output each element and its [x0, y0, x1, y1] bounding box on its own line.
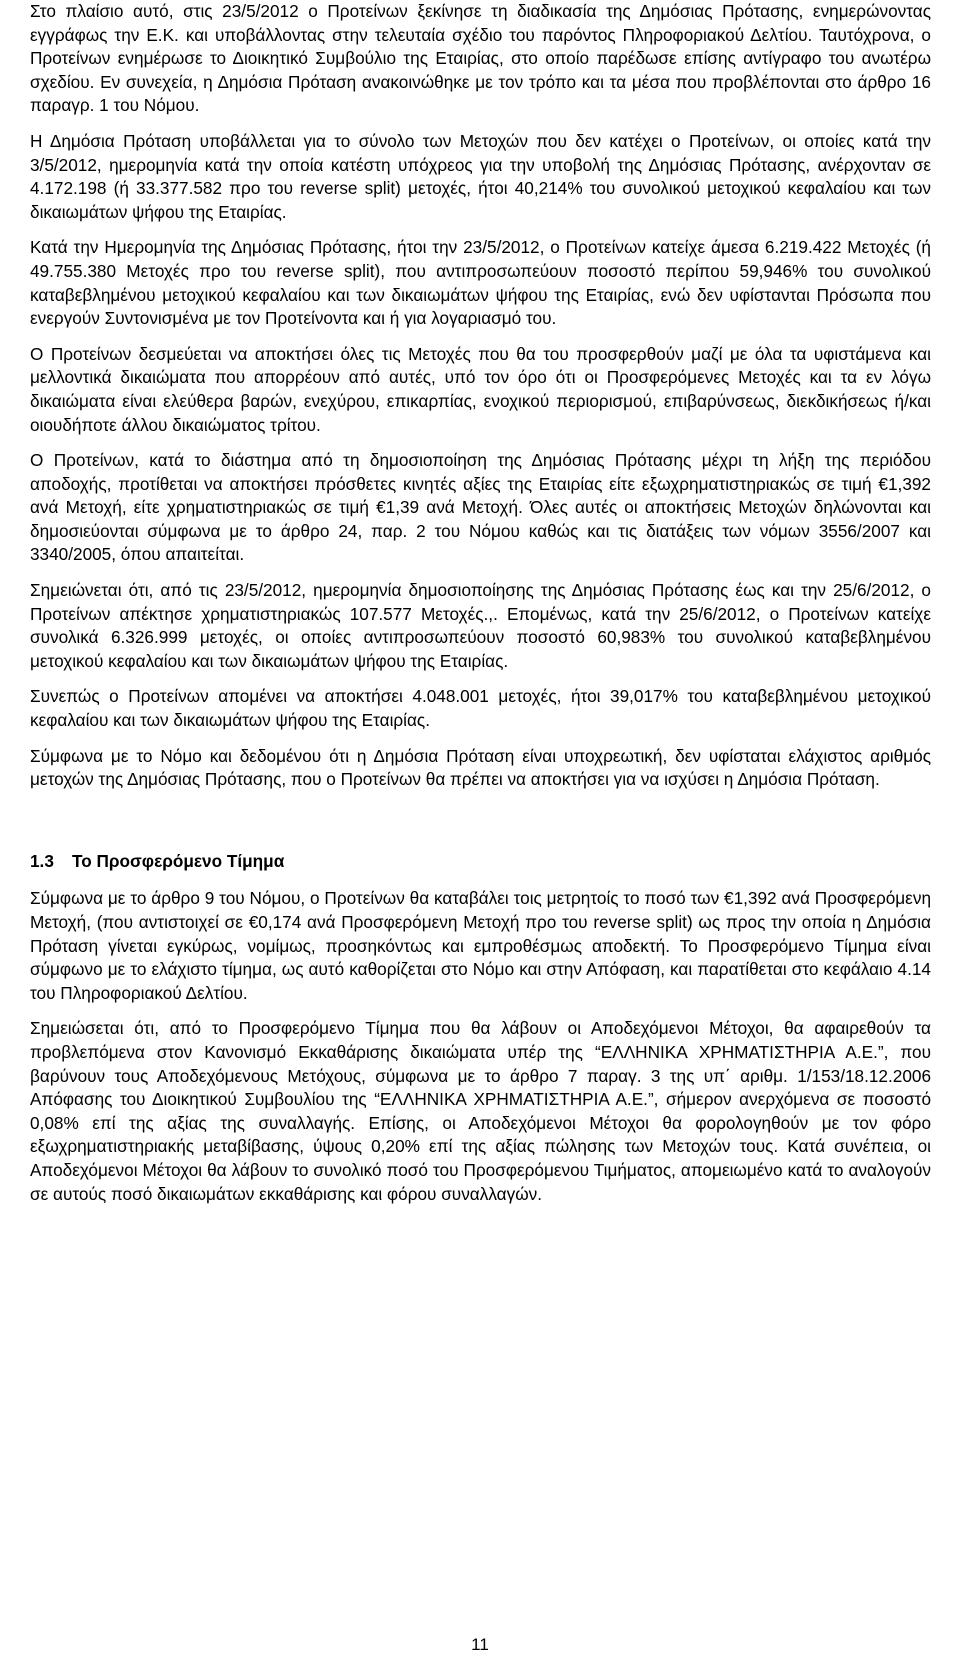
document-body [30, 0, 931, 1218]
paragraph-minimum-shares: Σύμφωνα με το Νόμο και δεδομένου ότι η Δημόσια Πρόταση είναι υποχρεωτική, δεν υφίσταται ελάχιστος αριθμός μετοχών της Δημόσιας Πρότασης, που ο Προτείνων θα πρέπει να αποκτήσει για να ισχύσει η Δημόσια Πρόταση. [30, 745, 931, 790]
section-title: Το Προσφερόμενο Τίμημα [72, 850, 285, 871]
paragraph-additional-acquisitions: Ο Προτείνων, κατά το διάστημα από τη δημοσιοποίηση της Δημόσιας Πρότασης μέχρι τη λήξη της περιόδου αποδοχής, προτίθεται να αποκτήσει πρόσθετες κινητές αξίες της Εταιρίας είτε εξωχρηματιστηριακώς σε τιμή €1,392 ανά Μετοχή, είτε χρηματιστηριακώς σε τιμή €1,39 ανά Μετοχή. Όλες αυτές οι αποκτήσεις Μετοχών δηλώνονται και δημοσιεύονται σύμφωνα με το άρθρο 24, παρ. 2 του Νόμου καθώς και τις διατάξεις των νόμων 3556/2007 και 3340/2005, όπου απαιτείται. [30, 450, 931, 565]
paragraph-public-offer-start: Στο πλαίσιο αυτό, στις 23/5/2012 ο Προτείνων ξεκίνησε τη διαδικασία της Δημόσιας Πρότασης, ενημερώνοντας εγγράφως την Ε.Κ. και υποβάλλοντας στην τελευταία σχέδιο του παρόντος Πληροφοριακού Δελτίου. Ταυτόχρονα, ο Προτείνων ενημέρωσε το Διοικητικό Συμβούλιο της Εταιρίας, στο οποίο παρέδωσε επίσης αντίγραφο του ανωτέρω σχεδίου. Εν συνεχεία, η Δημόσια Πρόταση ανακοινώθηκε με τον τρόπο και τα μέσα που προβλέπονται στο άρθρο 16 παραγρ. 1 του Νόμου. [30, 1, 931, 116]
paragraph-offered-price: Σύμφωνα με το άρθρο 9 του Νόμου, ο Προτείνων θα καταβάλει τοις μετρητοίς το ποσό των €1,392 ανά Προσφερόμενη Μετοχή, (που αντιστοιχεί σε €0,174 ανά Προσφερόμενη Μετοχή προ του reverse split) ως προς την οποία η Δημόσια Πρόταση γίνεται εγκύρως, νομίμως, προσηκόντως και εμπροθέσμως αποδεκτή. Το Προσφερόμενο Τίμημα είναι σύμφωνο με το ελάχιστο τίμημα, ως αυτό καθορίζεται στο Νόμο και στην Απόφαση, και παρατίθεται στο κεφάλαιο 4.14 του Πληροφοριακού Δελτίου. [30, 888, 931, 1003]
page-number: 11 [471, 1635, 489, 1654]
paragraph-deductions: Σημειώσεται ότι, από το Προσφερόμενο Τίμημα που θα λάβουν οι Αποδεχόμενοι Μέτοχοι, θα αφαιρεθούν τα προβλεπόμενα στον Κανονισμό Εκκαθάρισης δικαιώματα υπέρ της “ΕΛΛΗΝΙΚΑ ΧΡΗΜΑΤΙΣΤΗΡΙΑ Α.Ε.”, που βαρύνουν τους Αποδεχόμενους Μετόχους, σύμφωνα με το άρθρο 7 παραγ. 3 της υπ΄ αριθμ. 1/153/18.12.2006 Απόφασης του Διοικητικού Συμβουλίου της “ΕΛΛΗΝΙΚΑ ΧΡΗΜΑΤΙΣΤΗΡΙΑ Α.Ε.”, σήμερον ανερχόμενα σε ποσοστό 0,08% επί της αξίας της συναλλαγής. Επίσης, οι Αποδεχόμενοι Μέτοχοι θα φορολογηθούν με τον φόρο εξωχρηματιστηριακής μεταβίβασης, ύψους 0,20% επί της αξίας πώλησης των Μετοχών τους. Κατά συνέπεια, οι Αποδεχόμενοι Μέτοχοι θα λάβουν το συνολικό ποσό του Προσφερόμενου Τιμήματος, απομειωμένο κατά το αναλογούν σε αυτούς ποσό δικαιωμάτων εκκαθάρισης και φόρου συναλλαγών. [30, 1018, 931, 1204]
paragraph-acquired-shares: Σημειώνεται ότι, από τις 23/5/2012, ημερομηνία δημοσιοποίησης της Δημόσιας Πρότασης έως και την 25/6/2012, ο Προτείνων απέκτησε χρηματιστηριακώς 107.577 Μετοχές.,. Επομένως, κατά την 25/6/2012, ο Προτείνων κατείχε συνολικά 6.326.999 μετοχές, οι οποίες αντιπροσωπεύουν ποσοστό 60,983% του συνολικού καταβεβλημένου μετοχικού κεφαλαίου και των δικαιωμάτων ψήφου της Εταιρίας. [30, 580, 931, 671]
section-number: 1.3 [30, 850, 54, 871]
paragraph-offer-scope: Η Δημόσια Πρόταση υποβάλλεται για το σύνολο των Μετοχών που δεν κατέχει ο Προτείνων, οι οποίες κατά την 3/5/2012, ημερομηνία κατά την οποία κατέστη υπόχρεος για την υποβολή της Δημόσιας Πρότασης, ανέρχονταν σε 4.172.198 (ή 33.377.582 προ του reverse split) μετοχές, ήτοι 40,214% του συνολικού μετοχικού κεφαλαίου και των δικαιωμάτων ψήφου της Εταιρίας. [30, 130, 931, 222]
paragraph-remaining-shares: Συνεπώς ο Προτείνων απομένει να αποκτήσει 4.048.001 μετοχές, ήτοι 39,017% του καταβεβλημένου μετοχικού κεφαλαίου και των δικαιωμάτων ψήφου της Εταιρίας. [30, 686, 931, 731]
paragraph-offeror-commitment: Ο Προτείνων δεσμεύεται να αποκτήσει όλες τις Μετοχές που θα του προσφερθούν μαζί με όλα τα υφιστάμενα και μελλοντικά δικαιώματα που απορρέουν από αυτές, υπό τον όρο ότι οι Προσφερόμενες Μετοχές και τα εν λόγω δικαιώματα είναι ελεύθερα βαρών, ενεχύρου, επικαρπίας, ενοχικού περιορισμού, επιβαρύνσεως, διεκδικήσεως ή/και οιουδήποτε άλλου δικαιώματος τρίτου. [30, 343, 931, 435]
section-heading [30, 850, 931, 874]
paragraph-offeror-holdings: Κατά την Ημερομηνία της Δημόσιας Πρότασης, ήτοι την 23/5/2012, ο Προτείνων κατείχε άμεσα 6.219.422 Μετοχές (ή 49.755.380 Μετοχές προ του reverse split), που αντιπροσωπεύουν ποσοστό περίπου 59,946% του συνολικού καταβεβλημένου μετοχικού κεφαλαίου και των δικαιωμάτων ψήφου της Εταιρίας, ενώ δεν υφίστανται Πρόσωπα που ενεργούν Συντονισμένα με τον Προτείνοντα και ή για λογαριασμό του. [30, 237, 931, 329]
